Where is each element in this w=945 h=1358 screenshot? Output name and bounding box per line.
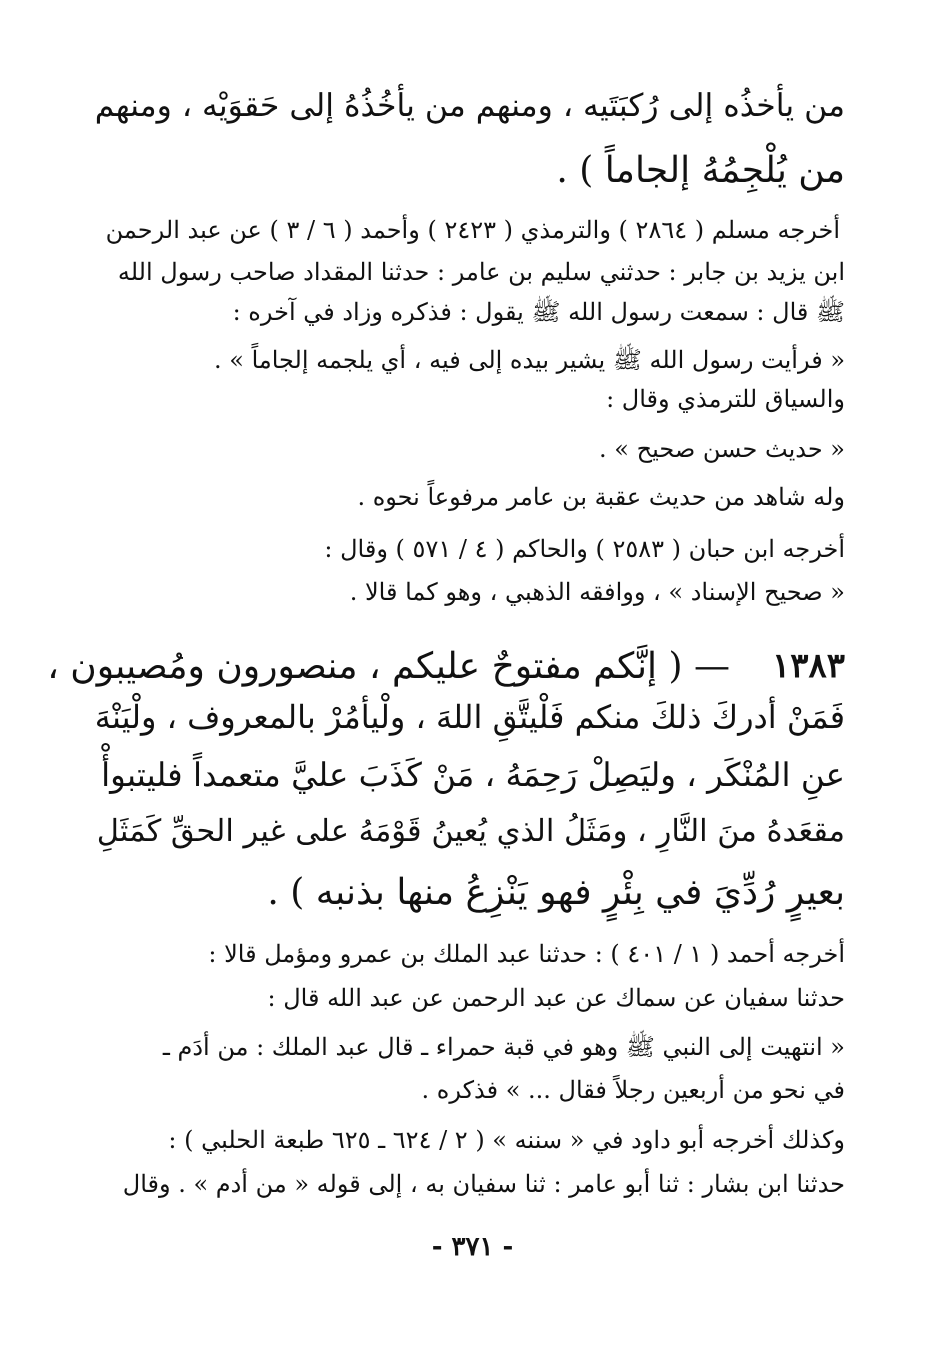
note-line: في نحو من أربعين رجلاً فقال ... » فذكره . (421, 1076, 845, 1104)
note-line: « حديث حسن صحيح » . (599, 435, 845, 463)
text-line: من يُلْجِمُهُ إلجاماً ) . (556, 150, 845, 191)
hadith-line: بعيرٍ رُدِّيَ في بِئْرٍ فهو يَنْزِعُ منها بذنبه ) . (267, 872, 845, 913)
note-line: أخرجه ابن حبان ( ٢٥٨٣ ) والحاكم ( ٤ / ٥٧١ ) وقال : (324, 535, 845, 563)
note-line: وله شاهد من حديث عقبة بن عامر مرفوعاً نحوه . (357, 483, 845, 511)
text-line: من يأخذُه إلى رُكبَتَيه ، ومنهم من يأخُذُهُ إلى حَقوَيْه ، ومنهم (94, 88, 845, 124)
note-line: ﷺ قال : سمعت رسول الله ﷺ يقول : فذكره وزاد في آخره : (232, 298, 845, 326)
note-line: أخرجه أحمد ( ١ / ٤٠١ ) : حدثنا عبد الملك بن عمرو ومؤمل قالا : (208, 940, 845, 968)
note-line: حدثنا سفيان عن سماك عن عبد الرحمن عن عبد الله قال : (267, 984, 845, 1012)
note-line: « فرأيت رسول الله ﷺ يشير بيده إلى فيه ، أي يلجمه إلجاماً » . (214, 346, 845, 374)
note-line: « انتهيت إلى النبي ﷺ وهو في قبة حمراء ـ قال عبد الملك : من أدَم ـ (162, 1033, 845, 1061)
hadith-line: فَمَنْ أدركَ ذلكَ منكم فَلْيتَّقِ اللهَ ، ولْيأمُرْ بالمعروف ، ولْيَنْهَ (94, 698, 845, 736)
note-line: حدثنا ابن بشار : ثنا أبو عامر : ثنا سفيان به ، إلى قوله « من أدم » . وقال (122, 1170, 845, 1198)
hadith-number: ١٣٨٣ (771, 646, 845, 686)
note-line: والسياق للترمذي وقال : (606, 385, 845, 413)
note-line: أخرجه مسلم ( ٢٨٦٤ ) والترمذي ( ٢٤٢٣ ) وأحمد ( ٦ / ٣ ) عن عبد الرحمن (105, 216, 840, 244)
hadith-line: عنِ المُنْكَر ، وليَصِلْ رَحِمَهُ ، مَنْ كَذَبَ عليَّ متعمداً فليتبوأْ (101, 756, 845, 794)
note-line: ابن يزيد بن جابر : حدثني سليم بن عامر : حدثنا المقداد صاحب رسول الله (117, 258, 845, 286)
note-line: « صحيح الإسناد » ، ووافقه الذهبي ، وهو كما قالا . (349, 578, 845, 606)
hadith-line: — ( إنَّكم مفتوحٌ عليكم ، منصورون ومُصيبون ، (47, 646, 730, 687)
note-line: وكذلك أخرجه أبو داود في « سننه » ( ٢ / ٦٢٤ ـ ٦٢٥ طبعة الحلبي ) : (168, 1126, 845, 1154)
page-number: - ٣٧١ - (431, 1232, 514, 1262)
hadith-line: مقعَدهُ منَ النَّارِ ، ومَثَلُ الذي يُعينُ قَوْمَهُ على غير الحقِّ كَمَثَلِ (96, 814, 845, 849)
